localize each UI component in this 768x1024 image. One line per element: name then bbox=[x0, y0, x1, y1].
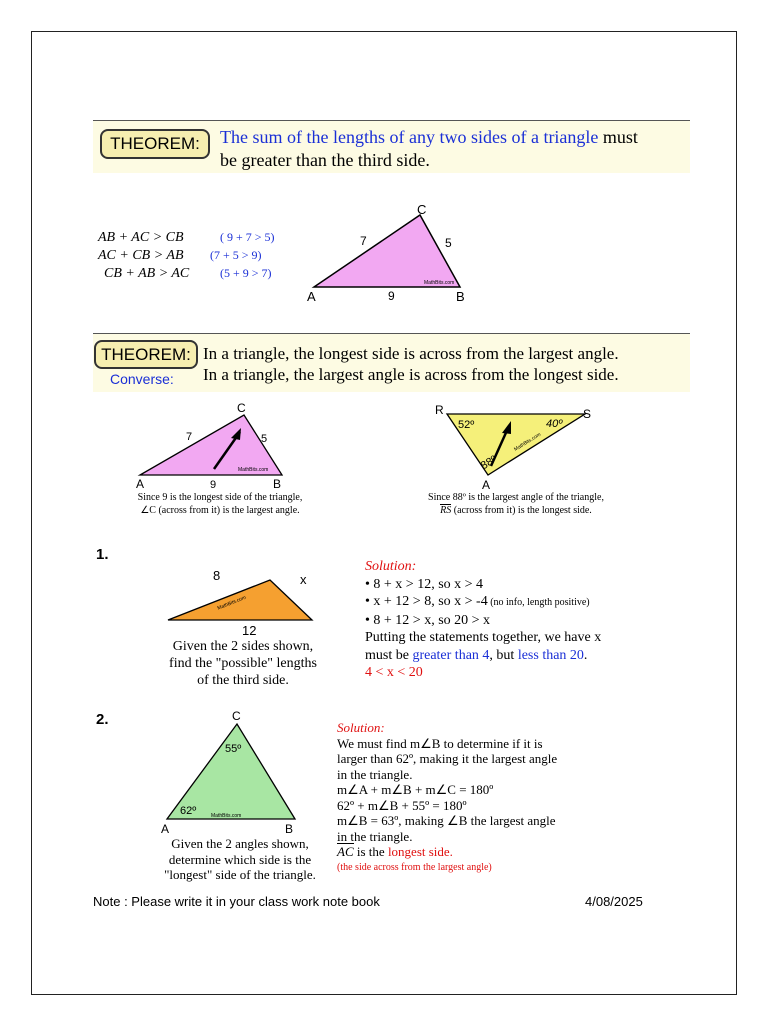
problem2-conclusion-red: longest side. bbox=[387, 844, 453, 859]
problem2-solution-line: larger than 62º, making it the largest angle bbox=[337, 751, 558, 766]
theorem2-converse: Converse: bbox=[110, 371, 174, 387]
theorem1-text bbox=[220, 126, 690, 172]
triangle2-caption-line1: Since 9 is the longest side of the triangle, bbox=[137, 492, 303, 503]
problem1-combine-line1: Putting the statements together, we have x bbox=[365, 630, 602, 645]
problem1-combine-a: must be bbox=[365, 647, 413, 663]
problem1-answer: 4 < x < 20 bbox=[365, 665, 423, 680]
problem1-side-12: 12 bbox=[242, 623, 257, 638]
problem1-side-8: 8 bbox=[213, 568, 221, 583]
triangle3-angle-r: 52º bbox=[458, 419, 475, 431]
triangle2-caption-line2: ∠C (across from it) is the largest angle. bbox=[140, 505, 300, 516]
triangle1-diagram bbox=[300, 200, 480, 305]
problem2-solution-line: m∠A + m∠B + m∠C = 180º bbox=[337, 782, 494, 797]
problem2-solution-line: 62º + m∠B + 55º = 180º bbox=[337, 797, 467, 813]
problem1-combine-d: less than 20 bbox=[517, 647, 584, 663]
problem1-bullet2 bbox=[365, 593, 685, 612]
triangle1-side-cb: 5 bbox=[445, 236, 452, 250]
footer-date: 4/08/2025 bbox=[585, 894, 643, 909]
problem2-conclusion-segment: AC bbox=[337, 844, 354, 859]
problem1-combine-e: . bbox=[583, 647, 588, 663]
problem2-solution-line: in the triangle. bbox=[337, 766, 413, 782]
inequality-check: (7 + 5 > 9) bbox=[210, 248, 262, 262]
inequality-list bbox=[98, 228, 298, 282]
problem2-solution-label: Solution: bbox=[337, 720, 385, 735]
problem1-combine-c: , but bbox=[489, 647, 518, 663]
triangle1-vertex-c: C bbox=[417, 202, 427, 217]
problem1-caption-line: find the "possible" lengths bbox=[169, 656, 317, 671]
triangle1-vertex-a: A bbox=[307, 289, 316, 304]
triangle3-caption-line1: Since 88º is the largest angle of the triangle, bbox=[428, 492, 604, 503]
theorem2-line2: In a triangle, the largest angle is across from the longest side. bbox=[203, 365, 619, 384]
theorem2-text bbox=[203, 343, 619, 385]
problem2-watermark: MathBits.com bbox=[211, 813, 242, 819]
problem2-note: (the side across from the largest angle) bbox=[337, 861, 492, 873]
problem1-side-x: x bbox=[300, 572, 307, 587]
problem1-bullet2-text: • x + 12 > 8, so x > -4 bbox=[365, 594, 488, 609]
inequality-check: ( 9 + 7 > 5) bbox=[220, 230, 275, 244]
triangle1-side-ab: 9 bbox=[388, 289, 395, 303]
triangle3-caption-rest: (across from it) is the longest side. bbox=[451, 505, 592, 516]
triangle3-vertex-s: S bbox=[583, 407, 592, 421]
triangle2-side-ab: 9 bbox=[210, 479, 217, 490]
triangle2-shape bbox=[140, 415, 282, 475]
triangle2-vertex-c: C bbox=[237, 401, 246, 415]
problem1-diagram bbox=[160, 565, 325, 640]
problem2-angle-a: 62º bbox=[180, 805, 197, 817]
triangle3-diagram bbox=[425, 400, 610, 490]
triangle3-watermark: MathBits.com bbox=[513, 431, 543, 453]
problem1-caption-line: of the third side. bbox=[197, 673, 289, 688]
triangle1-side-ac: 7 bbox=[360, 234, 367, 248]
problem2-caption-line: Given the 2 angles shown, bbox=[171, 836, 309, 851]
problem2-conclusion-mid: is the bbox=[353, 844, 388, 859]
theorem2-line1: In a triangle, the longest side is across from the largest angle. bbox=[203, 344, 619, 363]
problem2-solution bbox=[337, 720, 667, 875]
problem1-bullet2-note: (no info, length positive) bbox=[487, 597, 590, 608]
problem2-diagram bbox=[155, 706, 305, 836]
problem2-solution-line: m∠B = 63º, making ∠B the largest angle bbox=[337, 813, 556, 828]
problem2-number: 2. bbox=[96, 711, 109, 728]
triangle3-caption-line2 bbox=[410, 504, 622, 517]
problem1-watermark: MathBits.com bbox=[216, 594, 247, 612]
inequality-expr: AB + AC > CB bbox=[98, 230, 184, 245]
triangle2-side-cb: 5 bbox=[261, 433, 268, 445]
footer-note: Note : Please write it in your class work note book bbox=[93, 894, 380, 909]
problem2-solution-line: in the triangle. bbox=[337, 828, 413, 844]
problem2-caption bbox=[135, 836, 345, 883]
triangle3-angle-a: 88º bbox=[478, 453, 499, 473]
theorem1-text-black1: must bbox=[598, 127, 638, 147]
problem1-caption-line: Given the 2 sides shown, bbox=[172, 639, 314, 654]
problem1-caption bbox=[148, 638, 338, 689]
problem2-conclusion bbox=[337, 844, 667, 860]
inequality-check: (5 + 9 > 7) bbox=[220, 266, 272, 280]
problem1-solution-label: Solution: bbox=[365, 559, 417, 574]
triangle3-caption bbox=[410, 491, 622, 517]
problem2-vertex-c: C bbox=[232, 709, 241, 723]
problem1-bullet1: • 8 + x > 12, so x > 4 bbox=[365, 576, 484, 592]
triangle2-diagram bbox=[130, 400, 300, 490]
problem2-caption-line: "longest" side of the triangle. bbox=[164, 867, 316, 882]
problem1-number: 1. bbox=[96, 546, 109, 563]
triangle3-caption-segment: RS bbox=[440, 505, 452, 516]
triangle3-vertex-a: A bbox=[482, 478, 491, 490]
inequality-row bbox=[98, 264, 298, 282]
theorem1-text-black2: be greater than the third side. bbox=[220, 150, 430, 170]
inequality-row bbox=[98, 228, 298, 246]
triangle2-caption bbox=[120, 491, 320, 517]
triangle2-side-ac: 7 bbox=[186, 431, 193, 443]
theorem1-text-blue: The sum of the lengths of any two sides of a triangle bbox=[220, 127, 599, 147]
theorem1-label: THEOREM: bbox=[100, 129, 210, 159]
triangle1-watermark: MathBits.com bbox=[424, 280, 455, 286]
problem1-solution bbox=[365, 558, 685, 682]
theorem2-label: THEOREM: bbox=[94, 340, 198, 369]
problem1-combine-b: greater than 4 bbox=[412, 647, 490, 663]
triangle1-vertex-b: B bbox=[456, 289, 465, 304]
triangle3-vertex-r: R bbox=[435, 403, 444, 417]
problem2-vertex-b: B bbox=[285, 822, 294, 836]
problem1-combine-line2 bbox=[365, 647, 685, 665]
triangle2-vertex-b: B bbox=[273, 477, 282, 490]
triangle2-watermark: MathBits.com bbox=[238, 467, 269, 473]
problem2-caption-line: determine which side is the bbox=[168, 851, 312, 867]
problem2-angle-c: 55º bbox=[225, 743, 242, 755]
problem2-solution-line: We must find m∠B to determine if it is bbox=[337, 735, 543, 751]
problem2-vertex-a: A bbox=[161, 822, 170, 836]
inequality-expr: CB + AB > AC bbox=[104, 266, 190, 281]
triangle2-vertex-a: A bbox=[136, 477, 145, 490]
triangle1-shape bbox=[314, 215, 460, 287]
inequality-row bbox=[98, 246, 298, 264]
triangle3-angle-s: 40º bbox=[546, 418, 563, 430]
inequality-expr: AC + CB > AB bbox=[98, 248, 184, 263]
problem1-bullet3: • 8 + 12 > x, so 20 > x bbox=[365, 612, 491, 628]
